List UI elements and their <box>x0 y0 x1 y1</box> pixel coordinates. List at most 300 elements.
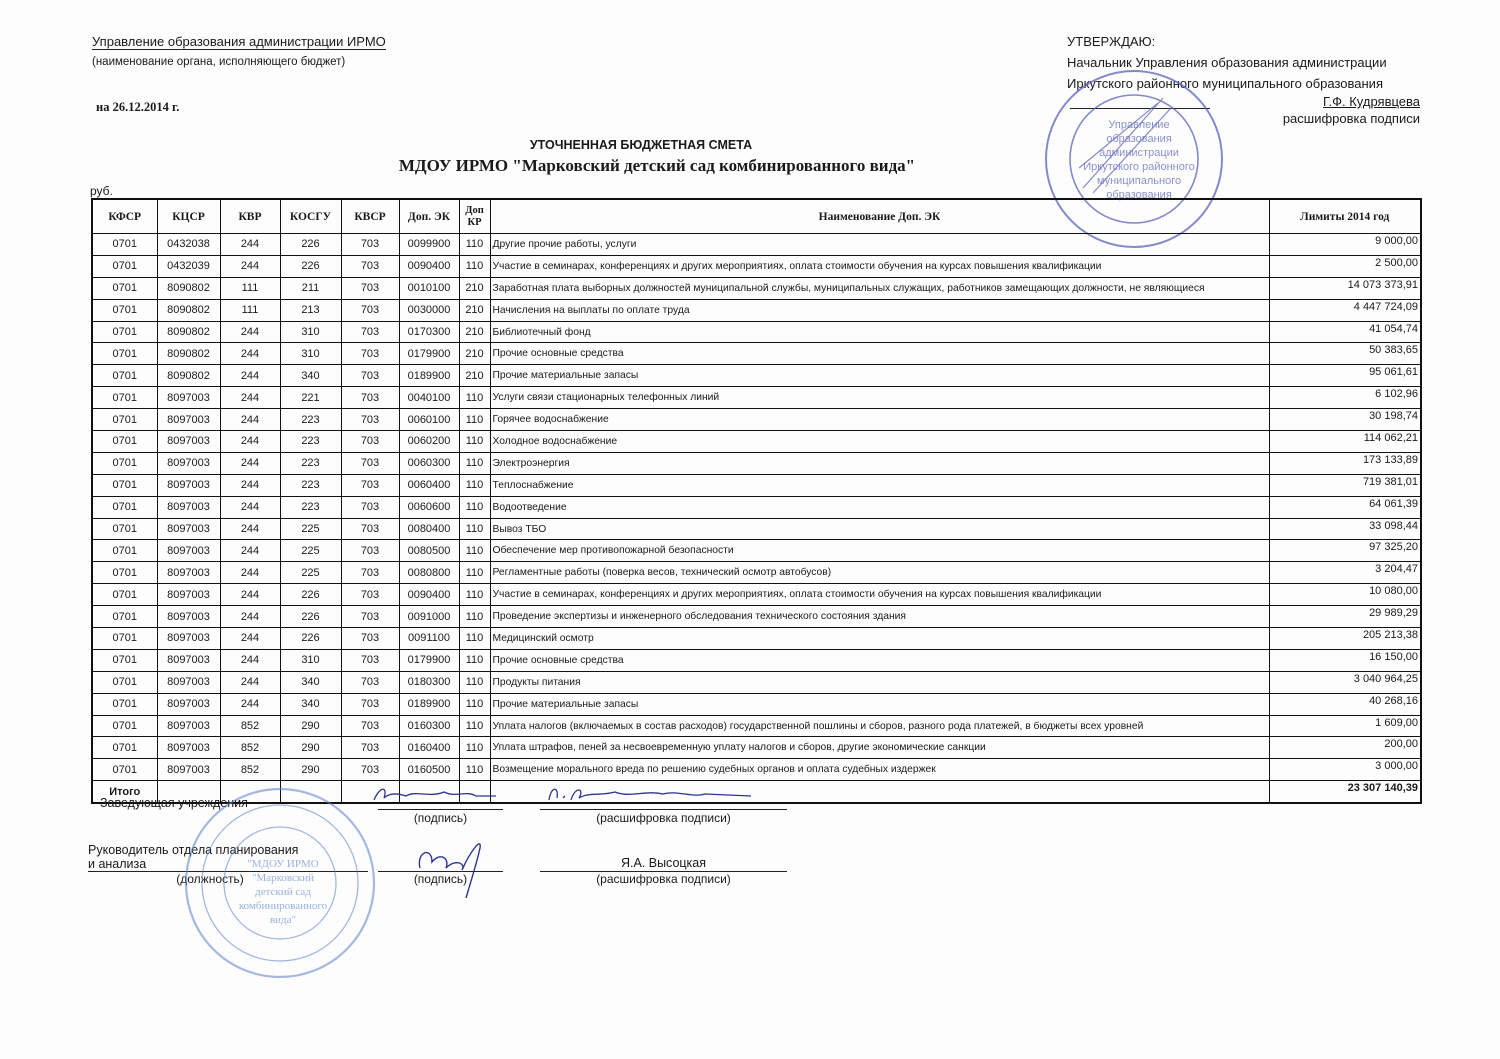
kfsr-cell: 0701 <box>92 759 157 781</box>
limit-cell: 3 204,47 <box>1269 562 1421 584</box>
kcsr-cell: 0432039 <box>157 255 220 277</box>
total-label: Итого <box>92 781 157 803</box>
kcsr-cell: 8097003 <box>157 737 220 759</box>
kvsr-cell: 703 <box>341 693 399 715</box>
svg-text:"Марковский: "Марковский <box>251 872 315 884</box>
dop-ek-cell: 0090400 <box>399 584 459 606</box>
dop-kr-cell: 110 <box>459 496 490 518</box>
kcsr-cell: 8097003 <box>157 496 220 518</box>
kvsr-cell: 703 <box>341 737 399 759</box>
name-cell: Прочие материальные запасы <box>490 693 1269 715</box>
table-row <box>92 693 1421 715</box>
dop-ek-cell: 0030000 <box>399 299 459 321</box>
name-cell: Теплоснабжение <box>490 474 1269 496</box>
kcsr-cell: 0432038 <box>157 234 220 256</box>
kosgu-cell: 226 <box>280 255 341 277</box>
kvsr-cell: 703 <box>341 649 399 671</box>
limit-cell: 41 054,74 <box>1269 321 1421 343</box>
kosgu-cell: 226 <box>280 584 341 606</box>
kcsr-cell: 8090802 <box>157 277 220 299</box>
kcsr-cell: 8097003 <box>157 715 220 737</box>
limit-cell: 2 500,00 <box>1269 255 1421 277</box>
dop-ek-cell: 0180300 <box>399 671 459 693</box>
kosgu-cell: 290 <box>280 759 341 781</box>
col-kvsr: КВСР <box>341 199 399 234</box>
kfsr-cell: 0701 <box>92 387 157 409</box>
kvsr-cell: 703 <box>341 409 399 431</box>
planner-name-caption: (расшифровка подписи) <box>596 872 731 886</box>
kosgu-cell: 290 <box>280 737 341 759</box>
limit-cell: 50 383,65 <box>1269 343 1421 365</box>
col-dop-kr: Доп КР <box>459 199 490 234</box>
dop-ek-cell: 0170300 <box>399 321 459 343</box>
dop-kr-cell: 210 <box>459 277 490 299</box>
dop-ek-cell: 0040100 <box>399 387 459 409</box>
kcsr-cell: 8097003 <box>157 649 220 671</box>
kosgu-cell: 226 <box>280 628 341 650</box>
approval-name-caption: расшифровка подписи <box>1282 111 1420 126</box>
limit-cell: 29 989,29 <box>1269 606 1421 628</box>
kvr-cell: 244 <box>220 431 280 453</box>
limit-cell: 16 150,00 <box>1269 649 1421 671</box>
dop-ek-cell: 0060600 <box>399 496 459 518</box>
kvr-cell: 244 <box>220 234 280 256</box>
kcsr-cell: 8097003 <box>157 431 220 453</box>
table-row <box>92 343 1421 365</box>
kosgu-cell: 340 <box>280 365 341 387</box>
kvr-cell: 244 <box>220 365 280 387</box>
kvr-cell: 111 <box>220 299 280 321</box>
kosgu-cell: 213 <box>280 299 341 321</box>
kcsr-cell: 8097003 <box>157 562 220 584</box>
name-cell: Библиотечный фонд <box>490 321 1269 343</box>
dop-kr-cell: 110 <box>459 693 490 715</box>
kfsr-cell: 0701 <box>92 628 157 650</box>
limit-cell: 3 000,00 <box>1269 759 1421 781</box>
dop-kr-cell: 210 <box>459 343 490 365</box>
kfsr-cell: 0701 <box>92 409 157 431</box>
table-row <box>92 584 1421 606</box>
name-cell: Участие в семинарах, конференциях и других мероприятиях, оплата стоимости обучения на курсах повышения квалификации <box>490 255 1269 277</box>
kfsr-cell: 0701 <box>92 606 157 628</box>
dop-ek-cell: 0080400 <box>399 518 459 540</box>
planner-label-line1: Руководитель отдела планирования <box>88 843 299 857</box>
kvsr-cell: 703 <box>341 496 399 518</box>
kvsr-cell: 703 <box>341 365 399 387</box>
table-row <box>92 540 1421 562</box>
dop-ek-cell: 0060300 <box>399 452 459 474</box>
col-kvr: КВР <box>220 199 280 234</box>
kvsr-cell: 703 <box>341 277 399 299</box>
head-name-handwriting-icon <box>545 782 755 808</box>
kosgu-cell: 211 <box>280 277 341 299</box>
col-limit: Лимиты 2014 год <box>1269 199 1421 234</box>
limit-cell: 114 062,21 <box>1269 431 1421 453</box>
name-cell: Горячее водоснабжение <box>490 409 1269 431</box>
kvsr-cell: 703 <box>341 628 399 650</box>
table-row <box>92 365 1421 387</box>
dop-ek-cell: 0010100 <box>399 277 459 299</box>
kvsr-cell: 703 <box>341 474 399 496</box>
dop-kr-cell: 110 <box>459 671 490 693</box>
table-row <box>92 234 1421 256</box>
dop-kr-cell: 210 <box>459 365 490 387</box>
kosgu-cell: 226 <box>280 234 341 256</box>
kfsr-cell: 0701 <box>92 234 157 256</box>
kcsr-cell: 8097003 <box>157 518 220 540</box>
kcsr-cell: 8097003 <box>157 606 220 628</box>
dop-ek-cell: 0099900 <box>399 234 459 256</box>
kvr-cell: 244 <box>220 671 280 693</box>
organization-name: Управление образования администрации ИРМО <box>92 34 386 49</box>
dop-kr-cell: 110 <box>459 387 490 409</box>
dop-kr-cell: 110 <box>459 234 490 256</box>
planner-position-caption: (должность) <box>176 872 244 886</box>
kosgu-cell: 225 <box>280 562 341 584</box>
kvsr-cell: 703 <box>341 452 399 474</box>
kfsr-cell: 0701 <box>92 584 157 606</box>
kosgu-cell: 221 <box>280 387 341 409</box>
kosgu-cell: 310 <box>280 343 341 365</box>
limit-cell: 95 061,61 <box>1269 365 1421 387</box>
limit-cell: 3 040 964,25 <box>1269 671 1421 693</box>
kfsr-cell: 0701 <box>92 496 157 518</box>
limit-cell: 173 133,89 <box>1269 452 1421 474</box>
kvsr-cell: 703 <box>341 759 399 781</box>
kvsr-cell: 703 <box>341 299 399 321</box>
kvr-cell: 111 <box>220 277 280 299</box>
name-cell: Участие в семинарах, конференциях и других мероприятиях, оплата стоимости обучения на курсах повышения квалификации <box>490 584 1269 606</box>
kfsr-cell: 0701 <box>92 277 157 299</box>
kvsr-cell: 703 <box>341 540 399 562</box>
kvr-cell: 244 <box>220 540 280 562</box>
kosgu-cell: 225 <box>280 518 341 540</box>
table-header-row <box>92 199 1421 234</box>
dop-kr-cell: 210 <box>459 321 490 343</box>
document-subtitle: МДОУ ИРМО "Марковский детский сад комбинированного вида" <box>398 156 916 175</box>
limit-cell: 33 098,44 <box>1269 518 1421 540</box>
kvsr-cell: 703 <box>341 518 399 540</box>
limit-cell: 14 073 373,91 <box>1269 277 1421 299</box>
limit-cell: 6 102,96 <box>1269 387 1421 409</box>
name-cell: Возмещение морального вреда по решению судебных органов и оплата судебных издержек <box>490 759 1269 781</box>
kosgu-cell: 226 <box>280 606 341 628</box>
kfsr-cell: 0701 <box>92 671 157 693</box>
kosgu-cell: 225 <box>280 540 341 562</box>
total-value: 23 307 140,39 <box>1269 781 1421 803</box>
kfsr-cell: 0701 <box>92 365 157 387</box>
kvr-cell: 852 <box>220 759 280 781</box>
col-dop-ek: Доп. ЭК <box>399 199 459 234</box>
limit-cell: 97 325,20 <box>1269 540 1421 562</box>
dop-kr-cell: 110 <box>459 606 490 628</box>
kosgu-cell: 223 <box>280 474 341 496</box>
table-row <box>92 562 1421 584</box>
approval-name: Г.Ф. Кудрявцева <box>1323 94 1420 109</box>
col-kfsr: КФСР <box>92 199 157 234</box>
kvr-cell: 244 <box>220 474 280 496</box>
name-cell: Электроэнергия <box>490 452 1269 474</box>
name-cell: Уплата налогов (включаемых в состав расходов) государственной пошлины и сборов, разного рода платежей, в бюджеты всех уровней <box>490 715 1269 737</box>
dop-ek-cell: 0091000 <box>399 606 459 628</box>
kvr-cell: 244 <box>220 387 280 409</box>
kvr-cell: 244 <box>220 343 280 365</box>
table-row <box>92 737 1421 759</box>
kvsr-cell: 703 <box>341 671 399 693</box>
kvsr-cell: 703 <box>341 584 399 606</box>
dop-ek-cell: 0080500 <box>399 540 459 562</box>
organization-caption: (наименование органа, исполняющего бюджет) <box>92 56 346 68</box>
kfsr-cell: 0701 <box>92 474 157 496</box>
svg-text:администрации: администрации <box>1099 147 1179 159</box>
kfsr-cell: 0701 <box>92 255 157 277</box>
document-title: УТОЧНЕННАЯ БЮДЖЕТНАЯ СМЕТА <box>529 138 753 152</box>
dop-kr-cell: 110 <box>459 649 490 671</box>
kosgu-cell: 340 <box>280 671 341 693</box>
kcsr-cell: 8097003 <box>157 693 220 715</box>
kosgu-cell: 290 <box>280 715 341 737</box>
name-cell: Прочие основные средства <box>490 343 1269 365</box>
table-row <box>92 277 1421 299</box>
kvsr-cell: 703 <box>341 431 399 453</box>
kosgu-cell: 223 <box>280 409 341 431</box>
kcsr-cell: 8090802 <box>157 299 220 321</box>
kcsr-cell: 8097003 <box>157 409 220 431</box>
col-kosgu: КОСГУ <box>280 199 341 234</box>
table-row <box>92 387 1421 409</box>
kvr-cell: 852 <box>220 715 280 737</box>
table-row <box>92 409 1421 431</box>
name-cell: Продукты питания <box>490 671 1269 693</box>
kfsr-cell: 0701 <box>92 518 157 540</box>
dop-ek-cell: 0179900 <box>399 343 459 365</box>
kcsr-cell: 8097003 <box>157 584 220 606</box>
kvsr-cell: 703 <box>341 387 399 409</box>
name-cell: Уплата штрафов, пеней за несвоевременную уплату налогов и сборов, другие экономические санкции <box>490 737 1269 759</box>
table-row <box>92 474 1421 496</box>
svg-text:Иркутского районного: Иркутского районного <box>1083 161 1195 173</box>
kosgu-cell: 310 <box>280 321 341 343</box>
limit-cell: 205 213,38 <box>1269 628 1421 650</box>
kvr-cell: 244 <box>220 562 280 584</box>
limit-cell: 64 061,39 <box>1269 496 1421 518</box>
col-kcsr: КЦСР <box>157 199 220 234</box>
kvr-cell: 244 <box>220 584 280 606</box>
dop-ek-cell: 0179900 <box>399 649 459 671</box>
dop-ek-cell: 0090400 <box>399 255 459 277</box>
table-row <box>92 628 1421 650</box>
kvr-cell: 244 <box>220 606 280 628</box>
kvr-cell: 244 <box>220 693 280 715</box>
dop-kr-cell: 110 <box>459 409 490 431</box>
limit-cell: 4 447 724,09 <box>1269 299 1421 321</box>
name-cell: Водоотведение <box>490 496 1269 518</box>
kcsr-cell: 8097003 <box>157 474 220 496</box>
limit-cell: 30 198,74 <box>1269 409 1421 431</box>
svg-text:вида": вида" <box>269 914 297 926</box>
kvr-cell: 244 <box>220 649 280 671</box>
dop-kr-cell: 110 <box>459 255 490 277</box>
kvr-cell: 244 <box>220 452 280 474</box>
dop-kr-cell: 110 <box>459 628 490 650</box>
kcsr-cell: 8097003 <box>157 540 220 562</box>
planner-signature-icon <box>410 832 490 902</box>
dop-kr-cell: 110 <box>459 562 490 584</box>
name-cell: Заработная плата выборных должностей муниципальной службы, муниципальных служащих, работников замещающих должности, не являющиеся <box>490 277 1269 299</box>
dop-kr-cell: 210 <box>459 299 490 321</box>
head-name-line <box>540 808 787 810</box>
kfsr-cell: 0701 <box>92 715 157 737</box>
table-row <box>92 431 1421 453</box>
table-row <box>92 452 1421 474</box>
limit-cell: 200,00 <box>1269 737 1421 759</box>
dop-kr-cell: 110 <box>459 584 490 606</box>
table-row <box>92 715 1421 737</box>
svg-text:Управление: Управление <box>1108 119 1170 131</box>
table-row <box>92 759 1421 781</box>
budget-table <box>91 198 1422 804</box>
svg-text:детский сад: детский сад <box>255 886 311 898</box>
dop-kr-cell: 110 <box>459 518 490 540</box>
table-row <box>92 671 1421 693</box>
dop-ek-cell: 0060100 <box>399 409 459 431</box>
dop-kr-cell: 110 <box>459 431 490 453</box>
name-cell: Прочие материальные запасы <box>490 365 1269 387</box>
kvsr-cell: 703 <box>341 321 399 343</box>
kfsr-cell: 0701 <box>92 693 157 715</box>
kfsr-cell: 0701 <box>92 540 157 562</box>
limit-cell: 10 080,00 <box>1269 584 1421 606</box>
dop-kr-cell: 110 <box>459 452 490 474</box>
dop-ek-cell: 0060200 <box>399 431 459 453</box>
dop-kr-cell: 110 <box>459 715 490 737</box>
approval-title: УТВЕРЖДАЮ: <box>1067 34 1156 49</box>
kvr-cell: 244 <box>220 321 280 343</box>
kcsr-cell: 8090802 <box>157 365 220 387</box>
svg-text:образования: образования <box>1106 189 1172 201</box>
limit-cell: 1 609,00 <box>1269 715 1421 737</box>
head-name-caption: (расшифровка подписи) <box>596 811 731 825</box>
kvr-cell: 852 <box>220 737 280 759</box>
head-label: Заведующая учреждения <box>100 796 248 810</box>
svg-text:"МДОУ ИРМО: "МДОУ ИРМО <box>247 858 319 870</box>
document-date: на 26.12.2014 г. <box>96 100 180 114</box>
kvr-cell: 244 <box>220 255 280 277</box>
kcsr-cell: 8097003 <box>157 452 220 474</box>
planner-signature-caption: (подпись) <box>413 872 468 886</box>
head-signature-caption: (подпись) <box>413 811 468 825</box>
dop-ek-cell: 0091100 <box>399 628 459 650</box>
head-signature-line <box>378 808 503 810</box>
dop-kr-cell: 110 <box>459 737 490 759</box>
dop-kr-cell: 110 <box>459 474 490 496</box>
approval-position-line2: Иркутского районного муниципального образования <box>1067 76 1383 91</box>
head-signature-icon <box>370 784 500 808</box>
kfsr-cell: 0701 <box>92 321 157 343</box>
dop-ek-cell: 0160300 <box>399 715 459 737</box>
kfsr-cell: 0701 <box>92 649 157 671</box>
name-cell: Другие прочие работы, услуги <box>490 234 1269 256</box>
table-row <box>92 255 1421 277</box>
limit-cell: 719 381,01 <box>1269 474 1421 496</box>
name-cell: Медицинский осмотр <box>490 628 1269 650</box>
planner-name: Я.А. Высоцкая <box>620 856 707 870</box>
svg-text:образования: образования <box>1106 133 1172 145</box>
kcsr-cell: 8090802 <box>157 343 220 365</box>
table-row <box>92 518 1421 540</box>
dop-ek-cell: 0160400 <box>399 737 459 759</box>
kosgu-cell: 310 <box>280 649 341 671</box>
kvsr-cell: 703 <box>341 234 399 256</box>
kcsr-cell: 8097003 <box>157 387 220 409</box>
kcsr-cell: 8097003 <box>157 671 220 693</box>
currency-unit: руб. <box>90 184 113 198</box>
table-row <box>92 321 1421 343</box>
kosgu-cell: 223 <box>280 452 341 474</box>
planner-label-line2: и анализа <box>88 857 147 871</box>
limit-cell: 40 268,16 <box>1269 693 1421 715</box>
dop-ek-cell: 0080800 <box>399 562 459 584</box>
name-cell: Начисления на выплаты по оплате труда <box>490 299 1269 321</box>
svg-text:муниципального: муниципального <box>1096 175 1182 187</box>
kosgu-cell: 223 <box>280 496 341 518</box>
kfsr-cell: 0701 <box>92 431 157 453</box>
dop-ek-cell: 0189900 <box>399 693 459 715</box>
name-cell: Вывоз ТБО <box>490 518 1269 540</box>
kcsr-cell: 8090802 <box>157 321 220 343</box>
kvr-cell: 244 <box>220 518 280 540</box>
dop-kr-cell: 110 <box>459 759 490 781</box>
kvr-cell: 244 <box>220 409 280 431</box>
kvr-cell: 244 <box>220 628 280 650</box>
table-row <box>92 496 1421 518</box>
table-row <box>92 649 1421 671</box>
table-row <box>92 299 1421 321</box>
kvsr-cell: 703 <box>341 562 399 584</box>
kcsr-cell: 8097003 <box>157 628 220 650</box>
kfsr-cell: 0701 <box>92 299 157 321</box>
institution-stamp-icon <box>183 783 378 983</box>
name-cell: Обеспечение мер противопожарной безопасности <box>490 540 1269 562</box>
dop-ek-cell: 0189900 <box>399 365 459 387</box>
kosgu-cell: 223 <box>280 431 341 453</box>
kcsr-cell: 8097003 <box>157 759 220 781</box>
dop-kr-cell: 110 <box>459 540 490 562</box>
kfsr-cell: 0701 <box>92 737 157 759</box>
kvsr-cell: 703 <box>341 715 399 737</box>
name-cell: Прочие основные средства <box>490 649 1269 671</box>
table-row <box>92 606 1421 628</box>
name-cell: Регламентные работы (поверка весов, технический осмотр автобусов) <box>490 562 1269 584</box>
kfsr-cell: 0701 <box>92 562 157 584</box>
dop-ek-cell: 0060400 <box>399 474 459 496</box>
col-name: Наименование Доп. ЭК <box>490 199 1269 234</box>
kvr-cell: 244 <box>220 496 280 518</box>
name-cell: Проведение экспертизы и инженерного обследования технического состояния здания <box>490 606 1269 628</box>
name-cell: Холодное водоснабжение <box>490 431 1269 453</box>
kosgu-cell: 340 <box>280 693 341 715</box>
kvsr-cell: 703 <box>341 606 399 628</box>
svg-text:комбинированного: комбинированного <box>238 900 328 912</box>
approval-position-line1: Начальник Управления образования администрации <box>1067 55 1387 70</box>
kvsr-cell: 703 <box>341 343 399 365</box>
name-cell: Услуги связи стационарных телефонных линий <box>490 387 1269 409</box>
dop-ek-cell: 0160500 <box>399 759 459 781</box>
kvsr-cell: 703 <box>341 255 399 277</box>
limit-cell: 9 000,00 <box>1269 234 1421 256</box>
kfsr-cell: 0701 <box>92 452 157 474</box>
kfsr-cell: 0701 <box>92 343 157 365</box>
